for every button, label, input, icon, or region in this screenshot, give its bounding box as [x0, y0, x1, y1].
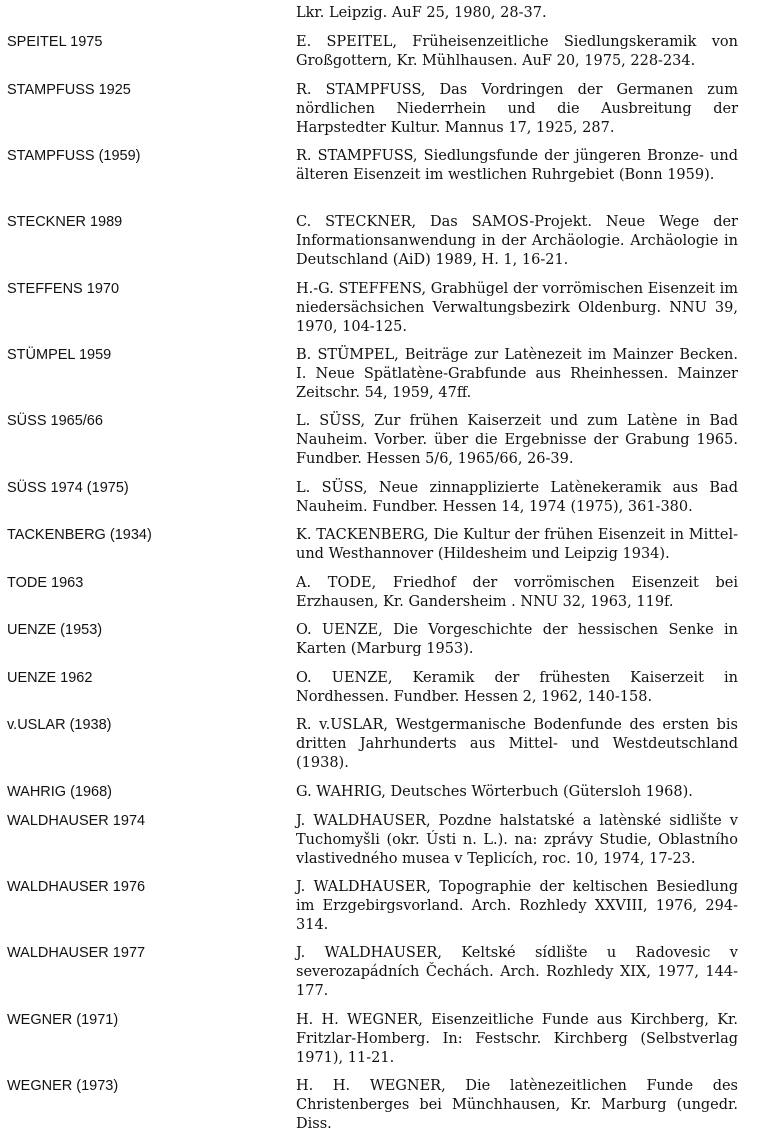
entry-reference: E. SPEITEL, Früheisenzeitliche Siedlungskeramik von Großgottern, Kr. Mühlhausen. AuF 20, 1975, 228-234. — [296, 34, 738, 69]
entry-key: WEGNER (1973) — [7, 1078, 119, 1094]
entry-reference: H. H. WEGNER, Die latènezeitlichen Funde des Christenberges bei Münchhausen, Kr. Marburg (ungedr. Diss. — [296, 1078, 738, 1132]
entry-reference: L. SÜSS, Zur frühen Kaiserzeit und zum Latène in Bad Nauheim. Vorber. über die Ergebnisse der Grabung 1965. Fundber. Hessen 5/6, 1965/66, 26-39. — [296, 413, 738, 467]
entry-reference: R. STAMPFUSS, Das Vordringen der Germanen zum nördlichen Niederrhein und die Ausbreitung der Harpstedter Kultur. Mannus 17, 1925, 287. — [296, 82, 738, 136]
entry-key: SPEITEL 1975 — [7, 34, 103, 50]
entry-reference: G. WAHRIG, Deutsches Wörterbuch (Gütersloh 1968). — [296, 784, 693, 800]
entry-key: STEFFENS 1970 — [7, 281, 120, 297]
entry-key: TODE 1963 — [7, 575, 84, 591]
entry-reference: J. WALDHAUSER, Pozdne halstatské a latènské sidlište v Tuchomyšli (okr. Ústi n. L.). na: zprávy Studie, Oblastního vlastivedného musea v Teplicích, roc. 10, 1974, 17-23. — [296, 813, 738, 867]
entry-reference: J. WALDHAUSER, Topographie der keltischen Besiedlung im Erzgebirgsvorland. Arch. Rozhledy XXVIII, 1976, 294-314. — [296, 879, 738, 933]
entry-key: UENZE (1953) — [7, 622, 103, 638]
continuation-text: Lkr. Leipzig. AuF 25, 1980, 28-37. — [296, 5, 547, 21]
entry-key: TACKENBERG (1934) — [7, 527, 152, 543]
entry-key: STAMPFUSS (1959) — [7, 148, 141, 164]
entry-reference: O. UENZE, Keramik der frühesten Kaiserzeit in Nordhessen. Fundber. Hessen 2, 1962, 140-158. — [296, 670, 738, 705]
entry-reference: H. H. WEGNER, Eisenzeitliche Funde aus Kirchberg, Kr. Fritzlar-Homberg. In: Festschr. Kirchberg (Selbstverlag 1971), 11-21. — [296, 1012, 738, 1066]
entry-reference: A. TODE, Friedhof der vorrömischen Eisenzeit bei Erzhausen, Kr. Gandersheim . NNU 32, 1963, 119f. — [296, 575, 738, 610]
entry-key: STÜMPEL 1959 — [7, 347, 112, 363]
entry-key: WAHRIG (1968) — [7, 784, 113, 800]
entry-key: SÜSS 1974 (1975) — [7, 480, 129, 496]
entry-key: v.USLAR (1938) — [7, 717, 112, 733]
entry-reference: C. STECKNER, Das SAMOS-Projekt. Neue Wege der Informationsanwendung in der Archäologie. Archäologie in Deutschland (AiD) 1989, H. 1, 16-21. — [296, 214, 738, 268]
entry-reference: R. v.USLAR, Westgermanische Bodenfunde des ersten bis dritten Jahrhunderts aus Mittel- und Westdeutschland (1938). — [296, 717, 738, 771]
entry-key: WEGNER (1971) — [7, 1012, 119, 1028]
entry-key: SÜSS 1965/66 — [7, 413, 103, 429]
entry-key: UENZE 1962 — [7, 670, 93, 686]
entry-reference: J. WALDHAUSER, Keltské sídlište u Radovesic v severozapádních Čechách. Arch. Rozhledy XIX, 1977, 144-177. — [296, 945, 738, 999]
entry-key: WALDHAUSER 1977 — [7, 945, 146, 961]
entry-key: WALDHAUSER 1974 — [7, 813, 146, 829]
entry-key: STECKNER 1989 — [7, 214, 123, 230]
entry-reference: H.-G. STEFFENS, Grabhügel der vorrömischen Eisenzeit im niedersächsichen Verwaltungsbezirk Oldenburg. NNU 39, 1970, 104-125. — [296, 281, 738, 335]
entry-key: WALDHAUSER 1976 — [7, 879, 146, 895]
entry-reference: K. TACKENBERG, Die Kultur der frühen Eisenzeit in Mittel- und Westhannover (Hildesheim und Leipzig 1934). — [296, 527, 738, 562]
entry-reference: O. UENZE, Die Vorgeschichte der hessischen Senke in Karten (Marburg 1953). — [296, 622, 738, 657]
entry-reference: B. STÜMPEL, Beiträge zur Latènezeit im Mainzer Becken. I. Neue Spätlatène-Grabfunde aus Rheinhessen. Mainzer Zeitschr. 54, 1959, 47ff. — [296, 347, 738, 401]
entry-key: STAMPFUSS 1925 — [7, 82, 131, 98]
entry-reference: R. STAMPFUSS, Siedlungsfunde der jüngeren Bronze- und älteren Eisenzeit im westlichen Ruhrgebiet (Bonn 1959). — [296, 148, 738, 183]
entry-reference: L. SÜSS, Neue zinnapplizierte Latènekeramik aus Bad Nauheim. Fundber. Hessen 14, 1974 (1975), 361-380. — [296, 480, 738, 515]
